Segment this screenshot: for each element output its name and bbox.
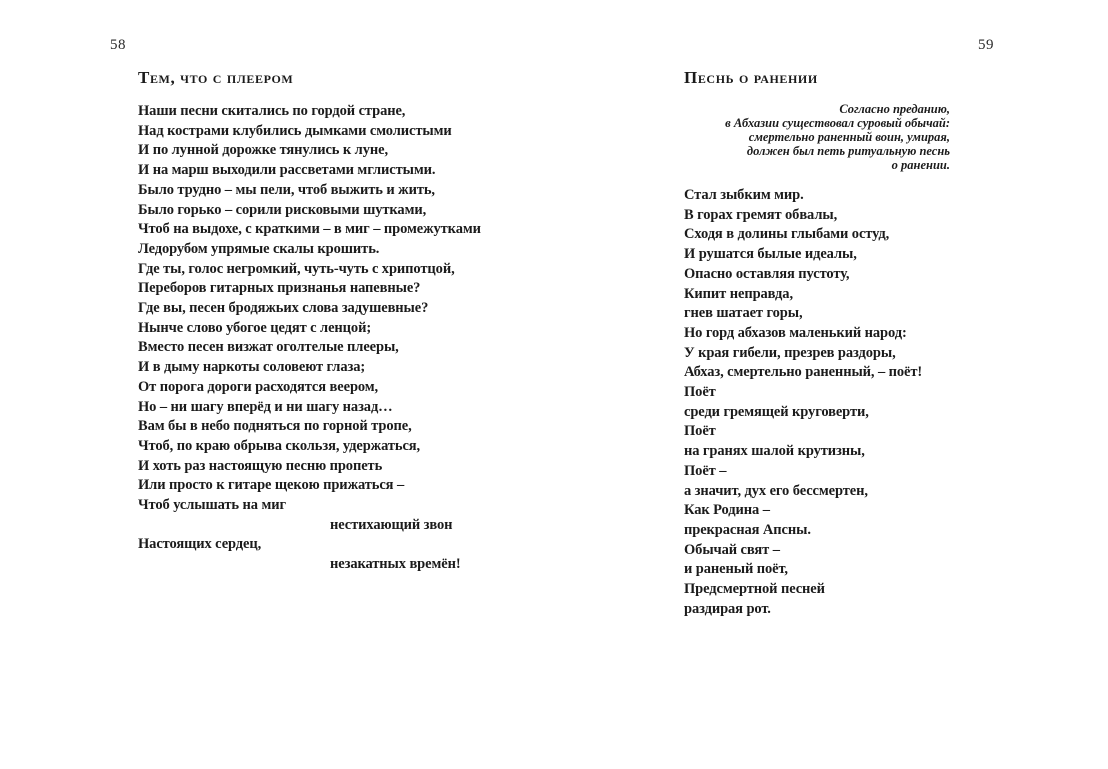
epigraph-line: Согласно преданию, xyxy=(839,102,950,116)
poem-line: раздирая рот. xyxy=(684,600,771,617)
epigraph-line: в Абхазии существовал суровый обычай: xyxy=(725,116,950,130)
poem-line: и раненый поёт, xyxy=(684,561,788,578)
poem-line: И по лунной дорожке тянулись к луне, xyxy=(138,142,388,159)
poem-line: Или просто к гитаре щекою прижаться – xyxy=(138,477,405,494)
poem-line: В горах гремят обвалы, xyxy=(684,206,838,223)
poem-line: Наши песни скитались по гордой стране, xyxy=(138,103,406,119)
poem-line: Стал зыбким мир. xyxy=(684,187,804,203)
poem-line: И рушатся былые идеалы, xyxy=(684,246,857,263)
poem-body-left xyxy=(138,102,558,575)
poem-line: Чтоб на выдохе, с краткими – в миг – промежутками xyxy=(138,221,481,238)
epigraph-line: о ранении. xyxy=(891,158,950,172)
poem-line: Где вы, песен бродяжьих слова задушевные? xyxy=(138,300,429,317)
poem-line: Вместо песен визжат оголтелые плееры, xyxy=(138,339,399,356)
poem-line: Поёт – xyxy=(684,462,727,479)
right-page-poem xyxy=(684,68,950,619)
poem-line: Как Родина – xyxy=(684,502,770,519)
poem-line: Чтоб услышать на миг xyxy=(138,497,286,514)
poem-line: Поёт xyxy=(684,423,716,440)
poem-line: Но горд абхазов маленький народ: xyxy=(684,324,907,341)
poem-line: Поёт xyxy=(684,384,716,401)
left-page-poem xyxy=(138,68,558,575)
poem-line: От порога дороги расходятся веером, xyxy=(138,378,379,395)
page-number-right: 59 xyxy=(978,37,994,53)
poem-line: нестихающий звон xyxy=(330,516,453,533)
poem-line: Над кострами клубились дымками смолистыми xyxy=(138,122,452,139)
poem-line: а значит, дух его бессмертен, xyxy=(684,482,868,499)
poem-line: гнев шатает горы, xyxy=(684,305,803,322)
poem-line: Опасно оставляя пустоту, xyxy=(684,265,850,282)
poem-line: Сходя в долины глыбами остуд, xyxy=(684,226,890,243)
poem-line: И в дыму наркоты соловеют глаза; xyxy=(138,359,366,376)
epigraph-line: смертельно раненный воин, умирая, xyxy=(748,130,950,144)
epigraph-line: должен был петь ритуальную песнь xyxy=(746,144,950,158)
poem-line: Нынче слово убогое цедят с ленцой; xyxy=(138,319,372,336)
poem-line: Но – ни шагу вперёд и ни шагу назад… xyxy=(138,398,393,415)
poem-title-left: Тем, что с плеером xyxy=(138,68,294,87)
poem-line: Вам бы в небо подняться по горной тропе, xyxy=(138,418,412,435)
poem-line: Абхаз, смертельно раненный, – поёт! xyxy=(684,364,923,381)
poem-line: У края гибели, презрев раздоры, xyxy=(684,344,896,361)
poem-line: Ледорубом упрямые скалы крошить. xyxy=(138,240,380,257)
poem-line: Было трудно – мы пели, чтоб выжить и жить, xyxy=(138,181,435,198)
poem-line: Кипит неправда, xyxy=(684,285,793,302)
poem-line: на гранях шалой крутизны, xyxy=(684,443,865,460)
poem-line: Предсмертной песней xyxy=(684,581,825,598)
poem-title-right: Песнь о ранении xyxy=(684,68,818,87)
poem-line: Настоящих сердец, xyxy=(138,536,262,553)
poem-line: Переборов гитарных признанья напевные? xyxy=(138,280,421,297)
poem-line: незакатных времён! xyxy=(330,556,461,573)
poem-line: И хоть раз настоящую песню пропеть xyxy=(138,457,383,474)
poem-line: Обычай свят – xyxy=(684,541,780,558)
poem-body-right xyxy=(684,186,950,619)
page-number-left: 58 xyxy=(110,37,126,53)
epigraph xyxy=(684,102,950,172)
poem-line: И на марш выходили рассветами мглистыми. xyxy=(138,162,436,179)
poem-line: Где ты, голос негромкий, чуть-чуть с хрипотцой, xyxy=(138,260,455,277)
poem-line: Чтоб, по краю обрыва скользя, удержаться, xyxy=(138,437,421,454)
poem-line: среди гремящей круговерти, xyxy=(684,403,869,420)
poem-line: Было горько – сорили рисковыми шутками, xyxy=(138,201,427,218)
poem-line: прекрасная Апсны. xyxy=(684,521,811,538)
